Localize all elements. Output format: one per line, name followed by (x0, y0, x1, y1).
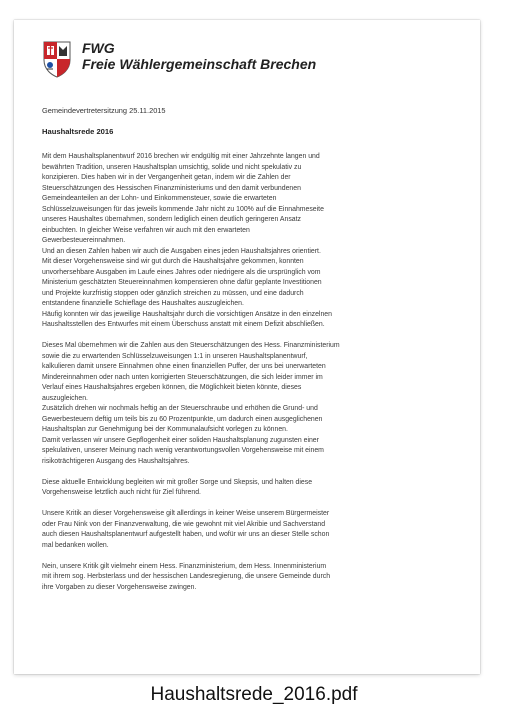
body-line: Vorgehensweise letztlich auch nicht für Ziel führend. (42, 489, 201, 496)
body-line: Und an diesen Zahlen haben wir auch die Ausgaben eines jeden Haushaltsjahres orientiert. (42, 247, 321, 255)
paragraph-gap (42, 331, 458, 342)
paragraph-gap (42, 499, 458, 510)
body-line: sowie die zu erwartenden Schlüsselzuweisungen 1:1 in unseren Haushaltsplanentwurf, (42, 352, 308, 360)
body-line: entstandene finanzielle Schieflage des Haushaltes auszugleichen. (42, 300, 244, 307)
body-line: bewährten Tradition, unseren Haushaltsplan umsichtig, solide und nicht spekulativ zu (42, 163, 302, 171)
body-line: Mindereinnahmen oder nach unten korrigierten Steuerschätzungen, die sich leider immer im (42, 373, 323, 381)
body-line: Häufig konnten wir das jeweilige Haushaltsjahr durch die vorsichtigen Ansätze in den einzelnen (42, 310, 332, 318)
file-name-label: Haushaltsrede_2016.pdf (150, 684, 358, 705)
letterhead (42, 40, 458, 78)
body-line: ihre Vorgaben zu dieser Vorgehensweise zwingen. (42, 583, 197, 591)
body-line: Steuerschätzungen des Hessischen Finanzministeriums und den damit verbundenen (42, 184, 301, 192)
org-full-name: Freie Wählergemeinschaft Brechen (82, 56, 317, 72)
body-line: Damit verlassen wir unsere Gepflogenheit einer soliden Haushaltsplanung zugunsten einer (42, 436, 319, 444)
body-line: Mit dieser Vorgehensweise sind wir gut durch die Haushaltsjahre gekommen, konnten (42, 258, 304, 265)
body-line: Ministerium geschätzten Steuereinnahmen kompensieren ohne dafür geplante Investitionen (42, 279, 322, 286)
coat-of-arms-icon (42, 40, 72, 78)
body-line: Haushaltsplan zur Genehmigung bei der Kommunalaufsicht vorlegen zu können. (42, 426, 288, 433)
body-line: einbuchten. In gleicher Weise verfahren wir auch mit den erwarteten (42, 226, 250, 234)
body-line: Diese aktuelle Entwicklung begleiten wir mit großer Sorge und Skepsis, und halten diese (42, 478, 313, 486)
body-line: unseres Haushaltes übernahmen, sondern lediglich einen deutlich geringeren Ansatz (42, 216, 301, 223)
body-line: Schlüsselzuweisungen für das jeweils kommende Jahr nicht zu 100% auf die Einnahmeseite (42, 205, 324, 213)
body-line: auch diesen Haushaltsplanentwurf aufgestellt haben, und wofür wir uns an dieser Stelle schon (42, 531, 330, 538)
meeting-line: Gemeindevertretersitzung 25.11.2015 (42, 106, 166, 115)
body-line: mal bedanken wollen. (42, 541, 109, 549)
org-short-name: FWG (82, 40, 115, 56)
body-line: risikoträchtigeren Ausgang des Haushaltsjahres. (42, 457, 190, 465)
document-body (42, 152, 458, 593)
body-line: Gewerbesteuereinnahmen. (42, 237, 126, 244)
document-title: Haushaltsrede 2016 (42, 127, 114, 136)
body-line: und Projekte kurzfristig stoppen oder gänzlich streichen zu müssen, und eine dadurch (42, 289, 304, 297)
body-line: Unsere Kritik an dieser Vorgehensweise gilt allerdings in keiner Weise unserem Bürgermeister (42, 510, 330, 517)
body-line: auszugleichen. (42, 394, 88, 402)
body-line: kalkulieren damit unsere Einnahmen ohne einen finanziellen Puffer, der uns bei unerwarteten (42, 363, 326, 370)
body-line: Zusätzlich drehen wir nochmals heftig an der Steuerschraube und erhöhen die Grund- und (42, 405, 318, 412)
body-line: mit ihrem sog. Herbsterlass und der hessischen Landesregierung, die unsere Gemeinde durch (42, 573, 331, 580)
body-line: spekulativen, unserer Meinung nach wenig verantwortungsvollen Vorgehensweise mit einem (42, 447, 324, 454)
paragraph-gap (42, 467, 458, 478)
body-line: Gemeindeanteilen an der Lohn- und Einkommensteuer, sowie die erwarteten (42, 195, 277, 202)
body-line: Haushaltsstellen des Entwurfes mit einem Überschuss anstatt mit einem Defizit abschließen. (42, 321, 325, 328)
document-page (14, 20, 480, 674)
body-line: Nein, unsere Kritik gilt vielmehr einem Hess. Finanzministerium, dem Hess. Innenministerium (42, 562, 327, 570)
body-line: Gewerbesteuern deftig um teils bis zu 60 Prozentpunkte, um dadurch einen ausgeglichenen (42, 415, 323, 423)
body-line: unvorhersehbare Ausgaben im Laufe eines Jahres oder niedrigere als die ursprünglich vom (42, 268, 321, 276)
body-line: Dieses Mal übernehmen wir die Zahlen aus den Steuerschätzungen des Hess. Finanzministerium (42, 342, 340, 349)
body-line: oder Frau Nink von der Finanzverwaltung, die wie gewohnt mit viel Akribie und Sachverstand (42, 520, 326, 528)
body-line: konzipieren. Dies haben wir in der Vergangenheit getan, indem wir die Zahlen der (42, 174, 291, 181)
body-line: Verlauf eines Haushaltsjahres ergeben können, die Möglichkeit bieten könnte, dieses (42, 384, 302, 391)
body-line: Mit dem Haushaltsplanentwurf 2016 brechen wir endgültig mit einer Jahrzehnte langen und (42, 153, 320, 160)
paragraph-gap (42, 551, 458, 562)
